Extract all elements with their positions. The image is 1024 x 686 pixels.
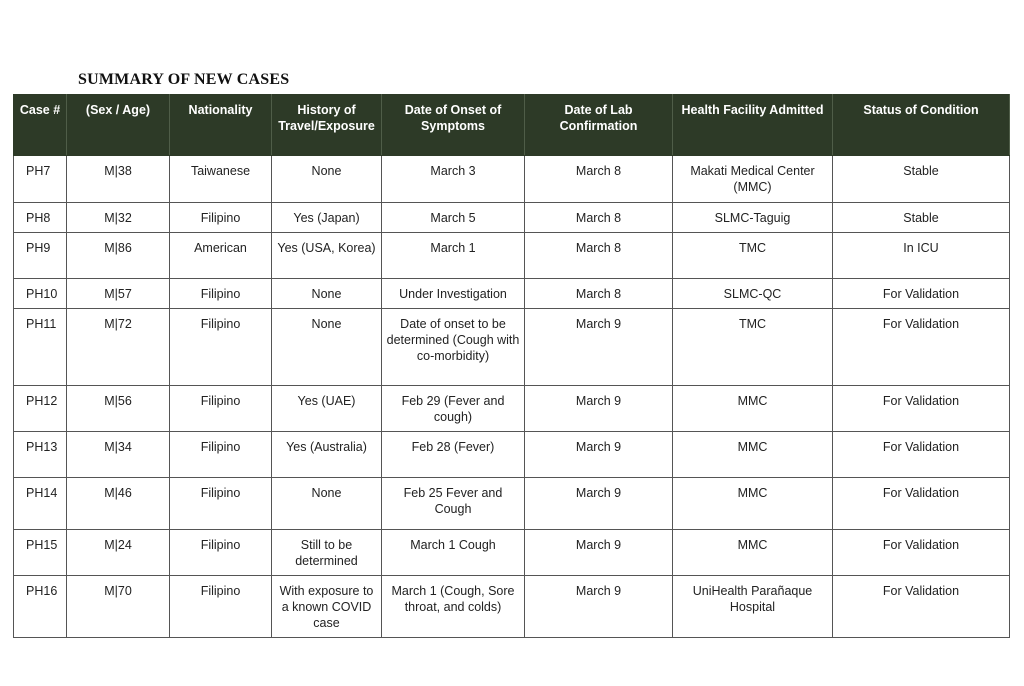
cell-onset: Feb 28 (Fever) — [382, 432, 525, 478]
cell-nationality: Filipino — [170, 530, 272, 576]
cell-case: PH9 — [14, 233, 67, 279]
new-cases-table — [13, 94, 1010, 638]
cell-case: PH8 — [14, 203, 67, 233]
cell-case: PH10 — [14, 279, 67, 309]
cell-lab: March 8 — [525, 203, 673, 233]
cell-case: PH15 — [14, 530, 67, 576]
table-row — [14, 279, 1010, 309]
cell-onset: March 1 — [382, 233, 525, 279]
cell-lab: March 8 — [525, 279, 673, 309]
cell-onset: Feb 25 Fever and Cough — [382, 478, 525, 530]
cell-sex-age: M|86 — [67, 233, 170, 279]
header-facility: Health Facility Admitted — [673, 95, 833, 156]
cell-facility: Makati Medical Center (MMC) — [673, 156, 833, 203]
cell-sex-age: M|72 — [67, 309, 170, 386]
table-row — [14, 156, 1010, 203]
table-header-row — [14, 95, 1010, 156]
cell-travel: None — [272, 478, 382, 530]
table-row — [14, 478, 1010, 530]
header-case: Case # — [14, 95, 67, 156]
table-row — [14, 386, 1010, 432]
cell-nationality: Filipino — [170, 279, 272, 309]
cell-sex-age: M|32 — [67, 203, 170, 233]
cell-onset: March 5 — [382, 203, 525, 233]
cell-status: For Validation — [833, 530, 1010, 576]
cell-case: PH16 — [14, 576, 67, 638]
cell-nationality: Filipino — [170, 309, 272, 386]
cell-sex-age: M|56 — [67, 386, 170, 432]
cell-travel: Yes (Australia) — [272, 432, 382, 478]
cell-case: PH11 — [14, 309, 67, 386]
cell-sex-age: M|38 — [67, 156, 170, 203]
cell-facility: SLMC-QC — [673, 279, 833, 309]
header-sex-age: (Sex / Age) — [67, 95, 170, 156]
table-row — [14, 530, 1010, 576]
cell-facility: TMC — [673, 309, 833, 386]
cell-travel: None — [272, 156, 382, 203]
cell-onset: Under Investigation — [382, 279, 525, 309]
cell-lab: March 9 — [525, 478, 673, 530]
cell-status: In ICU — [833, 233, 1010, 279]
cell-status: Stable — [833, 156, 1010, 203]
cell-travel: Yes (UAE) — [272, 386, 382, 432]
cell-facility: TMC — [673, 233, 833, 279]
cell-nationality: Filipino — [170, 386, 272, 432]
cell-sex-age: M|57 — [67, 279, 170, 309]
table-row — [14, 309, 1010, 386]
cell-travel: None — [272, 309, 382, 386]
cell-sex-age: M|24 — [67, 530, 170, 576]
cell-case: PH14 — [14, 478, 67, 530]
cell-facility: SLMC-Taguig — [673, 203, 833, 233]
cell-lab: March 9 — [525, 432, 673, 478]
header-lab: Date of Lab Confirmation — [525, 95, 673, 156]
cell-nationality: Filipino — [170, 432, 272, 478]
cell-onset: March 3 — [382, 156, 525, 203]
cell-travel: Still to be determined — [272, 530, 382, 576]
cell-lab: March 8 — [525, 233, 673, 279]
cell-status: For Validation — [833, 279, 1010, 309]
cell-case: PH13 — [14, 432, 67, 478]
cell-facility: MMC — [673, 432, 833, 478]
cell-travel: Yes (USA, Korea) — [272, 233, 382, 279]
cell-onset: March 1 Cough — [382, 530, 525, 576]
cell-nationality: American — [170, 233, 272, 279]
cell-onset: March 1 (Cough, Sore throat, and colds) — [382, 576, 525, 638]
table-row — [14, 576, 1010, 638]
cell-travel: Yes (Japan) — [272, 203, 382, 233]
cell-lab: March 8 — [525, 156, 673, 203]
header-travel: History of Travel/Exposure — [272, 95, 382, 156]
cell-nationality: Filipino — [170, 478, 272, 530]
cell-sex-age: M|46 — [67, 478, 170, 530]
cell-status: For Validation — [833, 309, 1010, 386]
cell-sex-age: M|70 — [67, 576, 170, 638]
cell-case: PH7 — [14, 156, 67, 203]
cell-case: PH12 — [14, 386, 67, 432]
cell-facility: MMC — [673, 386, 833, 432]
cell-facility: MMC — [673, 478, 833, 530]
table-row — [14, 203, 1010, 233]
cell-facility: MMC — [673, 530, 833, 576]
cell-status: For Validation — [833, 576, 1010, 638]
cell-lab: March 9 — [525, 576, 673, 638]
header-nationality: Nationality — [170, 95, 272, 156]
document-title: SUMMARY OF NEW CASES — [78, 71, 290, 88]
cell-status: For Validation — [833, 478, 1010, 530]
cell-nationality: Filipino — [170, 576, 272, 638]
cell-lab: March 9 — [525, 386, 673, 432]
cell-lab: March 9 — [525, 530, 673, 576]
cell-nationality: Filipino — [170, 203, 272, 233]
cell-lab: March 9 — [525, 309, 673, 386]
cell-status: Stable — [833, 203, 1010, 233]
cell-onset: Feb 29 (Fever and cough) — [382, 386, 525, 432]
cell-status: For Validation — [833, 432, 1010, 478]
cell-facility: UniHealth Parañaque Hospital — [673, 576, 833, 638]
cell-onset: Date of onset to be determined (Cough with co-morbidity) — [382, 309, 525, 386]
cell-status: For Validation — [833, 386, 1010, 432]
cell-sex-age: M|34 — [67, 432, 170, 478]
table-row — [14, 233, 1010, 279]
header-onset: Date of Onset of Symptoms — [382, 95, 525, 156]
cell-travel: None — [272, 279, 382, 309]
cell-nationality: Taiwanese — [170, 156, 272, 203]
cell-travel: With exposure to a known COVID case — [272, 576, 382, 638]
table-row — [14, 432, 1010, 478]
header-status: Status of Condition — [833, 95, 1010, 156]
